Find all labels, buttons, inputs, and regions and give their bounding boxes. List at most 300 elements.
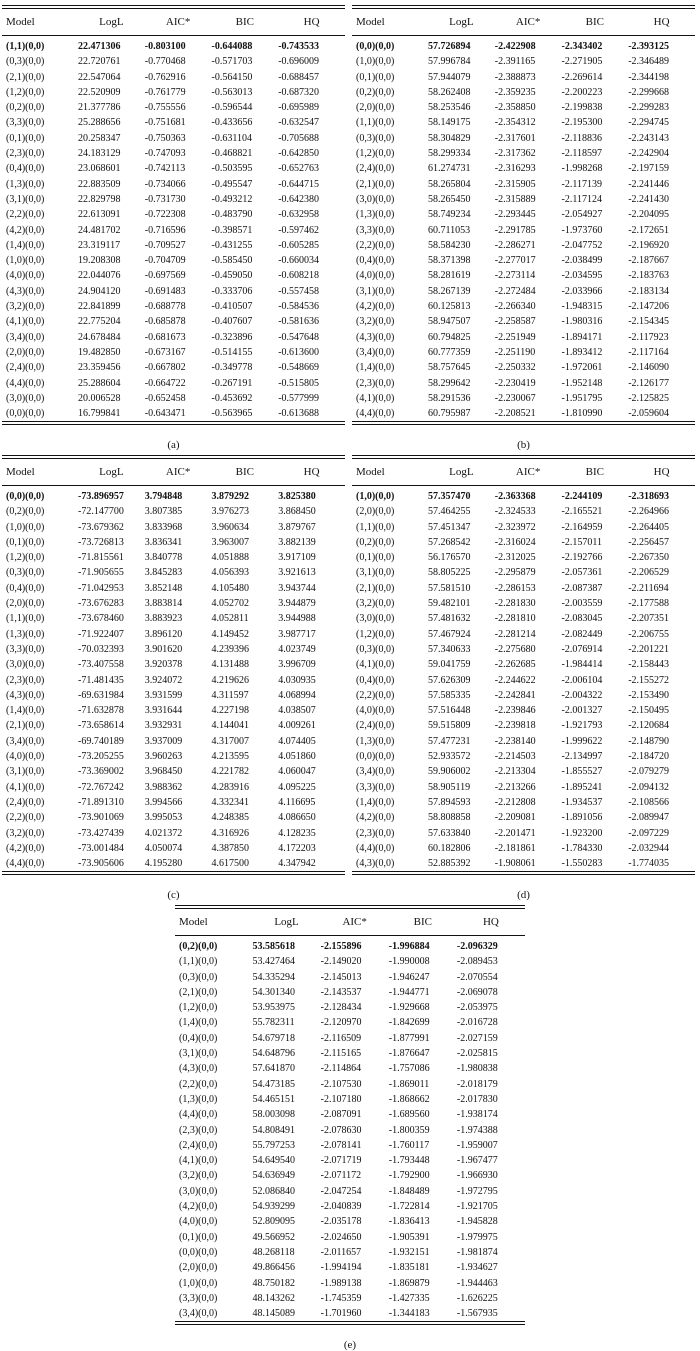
value-cell: -1.876647 — [388, 1048, 430, 1060]
column-header: LogL — [274, 916, 299, 928]
table-row — [352, 299, 695, 314]
value-cell: -2.006104 — [561, 674, 603, 686]
value-cell: -2.149020 — [320, 956, 362, 968]
value-cell: 3.968450 — [144, 766, 183, 778]
value-cell: -1.550283 — [561, 858, 603, 870]
table-row — [2, 360, 345, 375]
value-cell: -1.760117 — [388, 1139, 430, 1151]
value-cell: 3.883814 — [144, 598, 183, 610]
value-cell: 4.283916 — [211, 781, 249, 793]
value-cell: 4.023749 — [278, 643, 316, 655]
value-cell: -1.784330 — [561, 842, 603, 854]
value-cell: -0.722308 — [144, 209, 186, 221]
table-row — [175, 1138, 525, 1153]
model-cell: (2,2)(0,0) — [179, 1078, 218, 1090]
value-cell: -2.035178 — [320, 1216, 362, 1228]
column-header: Model — [356, 16, 385, 28]
model-cell: (2,4)(0,0) — [6, 362, 45, 374]
table-row — [2, 673, 345, 688]
value-cell: 58.265804 — [428, 178, 471, 190]
table-row — [175, 1031, 525, 1046]
value-cell: -1.895241 — [561, 781, 603, 793]
value-cell: -2.120970 — [320, 1017, 362, 1029]
table-header-rule — [352, 485, 695, 486]
value-cell: 3.976273 — [211, 506, 249, 518]
value-cell: -1.932151 — [388, 1246, 430, 1258]
value-cell: -2.057361 — [561, 567, 603, 579]
model-cell: (4,0)(0,0) — [6, 270, 45, 282]
value-cell: -0.613600 — [278, 346, 320, 358]
value-cell: 4.311597 — [211, 689, 249, 701]
value-cell: 58.149175 — [428, 117, 471, 129]
table-row — [175, 1276, 525, 1291]
value-cell: 58.584230 — [428, 239, 471, 251]
model-cell: (1,1)(0,0) — [6, 41, 45, 52]
table-row — [352, 504, 695, 519]
value-cell: -0.333706 — [211, 285, 253, 297]
table-row — [2, 642, 345, 657]
value-cell: 61.274731 — [428, 163, 471, 175]
value-cell: -2.244622 — [494, 674, 536, 686]
model-cell: (0,4)(0,0) — [6, 163, 45, 175]
value-cell: -71.905655 — [78, 567, 124, 579]
table-row — [352, 764, 695, 779]
model-cell: (1,0)(0,0) — [179, 1277, 218, 1289]
value-cell: -2.264405 — [628, 521, 670, 533]
value-cell: -2.158443 — [628, 659, 670, 671]
value-cell: -0.605285 — [278, 239, 320, 251]
value-cell: -71.815561 — [78, 552, 124, 564]
model-cell: (1,4)(0,0) — [6, 239, 45, 251]
value-cell: -0.731730 — [144, 193, 186, 205]
value-cell: -1.981874 — [456, 1246, 498, 1258]
model-cell: (3,4)(0,0) — [6, 331, 45, 343]
value-cell: -1.972795 — [456, 1185, 498, 1197]
value-cell: -0.673167 — [144, 346, 186, 358]
table-bottom-rule — [175, 1321, 525, 1325]
value-cell: -1.877991 — [388, 1032, 430, 1044]
value-cell: -2.165521 — [561, 506, 603, 518]
model-cell: (4,0)(0,0) — [356, 705, 395, 717]
table-row — [2, 299, 345, 314]
value-cell: -2.230067 — [494, 392, 536, 404]
value-cell: -0.695989 — [278, 102, 320, 114]
column-header: Model — [6, 466, 35, 478]
value-cell: -0.547648 — [278, 331, 320, 343]
value-cell: -1.938174 — [456, 1109, 498, 1121]
value-cell: 57.894593 — [428, 796, 471, 808]
value-cell: -2.054927 — [561, 209, 603, 221]
value-cell: -2.154345 — [628, 316, 670, 328]
value-cell: -2.422908 — [494, 41, 536, 52]
table-bottom-rule — [2, 871, 345, 875]
table-row — [2, 565, 345, 580]
column-header: Model — [6, 16, 35, 28]
value-cell: -0.267191 — [211, 377, 253, 389]
value-cell: 3.996709 — [278, 659, 316, 671]
table-row — [175, 1015, 525, 1030]
value-cell: 4.195280 — [144, 858, 183, 870]
value-cell: 58.262408 — [428, 86, 471, 98]
value-cell: 3.944879 — [278, 598, 316, 610]
value-cell: -1.944771 — [388, 986, 430, 998]
value-cell: 22.720761 — [78, 56, 121, 68]
value-cell: -0.632547 — [278, 117, 320, 129]
value-cell: -73.905606 — [78, 858, 124, 870]
value-cell: 59.515809 — [428, 720, 471, 732]
value-cell: 54.335294 — [252, 971, 295, 983]
value-cell: 60.777359 — [428, 346, 471, 358]
value-cell: -1.722814 — [388, 1201, 430, 1213]
panel-caption: (d) — [517, 889, 530, 902]
model-cell: (4,0)(0,0) — [356, 270, 395, 282]
value-cell: -0.652763 — [278, 163, 320, 175]
value-cell: 22.775204 — [78, 316, 121, 328]
table-row — [175, 1077, 525, 1092]
table-row — [2, 146, 345, 161]
value-cell: -1.945828 — [456, 1216, 498, 1228]
model-cell: (2,1)(0,0) — [6, 71, 45, 83]
model-cell: (0,2)(0,0) — [356, 86, 395, 98]
value-cell: -2.097229 — [628, 827, 670, 839]
table-row — [352, 146, 695, 161]
value-cell: -2.343402 — [561, 41, 603, 52]
value-cell: 4.387850 — [211, 842, 249, 854]
value-cell: 57.633840 — [428, 827, 471, 839]
value-cell: -2.258587 — [494, 316, 536, 328]
value-cell: 3.960634 — [211, 521, 249, 533]
model-cell: (1,3)(0,0) — [356, 735, 395, 747]
value-cell: -0.734066 — [144, 178, 186, 190]
table-row — [2, 810, 345, 825]
table-row — [2, 596, 345, 611]
value-cell: -2.195300 — [561, 117, 603, 129]
model-cell: (4,0)(0,0) — [6, 751, 45, 763]
value-cell: -2.363368 — [494, 491, 536, 502]
model-cell: (2,4)(0,0) — [6, 796, 45, 808]
model-cell: (2,1)(0,0) — [356, 582, 395, 594]
model-cell: (0,3)(0,0) — [356, 132, 395, 144]
column-header: HQ — [482, 916, 499, 928]
table-row — [175, 1046, 525, 1061]
value-cell: 3.937009 — [144, 735, 183, 747]
model-cell: (0,0)(0,0) — [6, 491, 45, 502]
value-cell: 24.904120 — [78, 285, 121, 297]
table-row — [2, 485, 345, 504]
model-cell: (2,1)(0,0) — [356, 178, 395, 190]
value-cell: 53.953975 — [252, 1002, 295, 1014]
value-cell: -2.032944 — [628, 842, 670, 854]
model-cell: (4,2)(0,0) — [6, 842, 45, 854]
value-cell: 4.332341 — [211, 796, 249, 808]
value-cell: -2.040839 — [320, 1201, 362, 1213]
value-cell: -2.207351 — [628, 613, 670, 625]
value-cell: -2.393125 — [628, 41, 670, 52]
table-panel-b — [352, 5, 695, 451]
model-cell: (1,0)(0,0) — [6, 521, 45, 533]
value-cell: -1.959007 — [456, 1139, 498, 1151]
value-cell: -0.564150 — [211, 71, 253, 83]
table-row — [2, 345, 345, 360]
model-cell: (0,2)(0,0) — [356, 536, 395, 548]
value-cell: -2.250332 — [494, 362, 536, 374]
value-cell: 60.125813 — [428, 301, 471, 313]
model-selection-table — [352, 459, 695, 871]
value-cell: -2.017830 — [456, 1093, 498, 1105]
column-header: BIC — [235, 466, 255, 478]
value-cell: -69.631984 — [78, 689, 124, 701]
value-cell: -0.483790 — [211, 209, 253, 221]
table-row — [352, 485, 695, 504]
value-cell: 3.883923 — [144, 613, 183, 625]
value-cell: -2.291785 — [494, 224, 536, 236]
value-cell: -2.192766 — [561, 552, 603, 564]
value-cell: 57.641870 — [252, 1063, 295, 1075]
value-cell: -2.117124 — [561, 193, 602, 205]
value-cell: 54.808491 — [252, 1124, 295, 1136]
value-cell: -0.398571 — [211, 224, 253, 236]
value-cell: -2.239818 — [494, 720, 536, 732]
value-cell: -2.208521 — [494, 408, 536, 420]
value-cell: 4.213595 — [211, 751, 249, 763]
value-cell: 4.131488 — [211, 659, 249, 671]
value-cell: -1.921793 — [561, 720, 603, 732]
value-cell: 57.451347 — [428, 521, 471, 533]
value-cell: -2.134997 — [561, 751, 603, 763]
value-cell: 4.239396 — [211, 643, 249, 655]
column-header: AIC* — [165, 466, 191, 478]
model-cell: (2,0)(0,0) — [6, 598, 45, 610]
value-cell: -2.272484 — [494, 285, 536, 297]
column-header: HQ — [303, 16, 320, 28]
value-cell: 58.304829 — [428, 132, 471, 144]
panel-caption: (e) — [343, 1339, 357, 1351]
value-cell: -1.745359 — [320, 1292, 362, 1304]
value-cell: 58.253546 — [428, 102, 471, 114]
value-cell: -0.652458 — [144, 392, 186, 404]
model-cell: (1,0)(0,0) — [6, 255, 45, 267]
value-cell: -1.567935 — [456, 1308, 498, 1320]
table-row — [352, 826, 695, 841]
table-bottom-rule — [2, 421, 345, 425]
value-cell: -2.251190 — [494, 346, 536, 358]
model-cell: (1,3)(0,0) — [356, 209, 395, 221]
value-cell: -1.980316 — [561, 316, 603, 328]
model-cell: (0,0)(0,0) — [356, 751, 395, 763]
value-cell: 4.074405 — [278, 735, 316, 747]
value-cell: -0.716596 — [144, 224, 186, 236]
table-row — [352, 795, 695, 810]
table-row — [352, 284, 695, 299]
value-cell: -2.299283 — [628, 102, 670, 114]
model-cell: (0,4)(0,0) — [356, 255, 395, 267]
table-row — [352, 406, 695, 421]
value-cell: 4.149452 — [211, 628, 249, 640]
value-cell: -2.242841 — [494, 689, 536, 701]
table-row — [2, 161, 345, 176]
value-cell: -2.118597 — [561, 148, 602, 160]
value-cell: 3.932931 — [144, 720, 183, 732]
table-row — [2, 688, 345, 703]
value-cell: -2.213266 — [494, 781, 536, 793]
value-cell: 3.879767 — [278, 521, 316, 533]
column-header: Model — [356, 466, 385, 478]
value-cell: 22.044076 — [78, 270, 121, 282]
value-cell: -2.108566 — [628, 796, 670, 808]
value-cell: 4.009261 — [278, 720, 316, 732]
table-row — [175, 1123, 525, 1138]
value-cell: 24.183129 — [78, 148, 121, 160]
value-cell: 19.208308 — [78, 255, 121, 267]
value-cell: -2.047254 — [320, 1185, 362, 1197]
value-cell: -0.747093 — [144, 148, 186, 160]
model-cell: (2,4)(0,0) — [179, 1139, 218, 1151]
value-cell: -0.433656 — [211, 117, 253, 129]
value-cell: -1.757086 — [388, 1063, 430, 1075]
value-cell: -0.664722 — [144, 377, 186, 389]
model-cell: (4,3)(0,0) — [356, 858, 395, 870]
value-cell: 57.996784 — [428, 56, 471, 68]
value-cell: 3.879292 — [211, 491, 249, 502]
value-cell: -2.266340 — [494, 301, 536, 313]
value-cell: -1.868662 — [388, 1093, 430, 1105]
table-row — [2, 611, 345, 626]
value-cell: -2.243143 — [628, 132, 670, 144]
value-cell: 22.547064 — [78, 71, 121, 83]
model-cell: (4,4)(0,0) — [6, 377, 45, 389]
value-cell: -1.427335 — [388, 1292, 430, 1304]
column-header: AIC* — [165, 16, 191, 28]
model-cell: (2,3)(0,0) — [6, 148, 45, 160]
value-cell: -0.643471 — [144, 408, 186, 420]
value-cell: -1.810990 — [561, 408, 603, 420]
value-cell: -2.177588 — [628, 598, 670, 610]
table-row — [2, 764, 345, 779]
value-cell: -2.354312 — [494, 117, 536, 129]
table-row — [352, 330, 695, 345]
value-cell: -1.994194 — [320, 1262, 362, 1274]
table-row — [352, 115, 695, 130]
value-cell: -1.893412 — [561, 346, 603, 358]
value-cell: -2.033966 — [561, 285, 603, 297]
value-cell: -0.642380 — [278, 193, 320, 205]
value-cell: -1.952148 — [561, 377, 603, 389]
value-cell: -0.323896 — [211, 331, 253, 343]
value-cell: -1.980838 — [456, 1063, 498, 1075]
model-cell: (1,2)(0,0) — [356, 148, 395, 160]
value-cell: -2.275680 — [494, 643, 536, 655]
value-cell: -0.613688 — [278, 408, 320, 420]
value-cell: -2.187667 — [628, 255, 670, 267]
model-cell: (0,4)(0,0) — [6, 582, 45, 594]
table-panel-c — [2, 455, 345, 901]
value-cell: -2.117923 — [628, 331, 669, 343]
value-cell: 21.377786 — [78, 102, 121, 114]
value-cell: 3.931599 — [144, 689, 183, 701]
table-row — [352, 734, 695, 749]
value-cell: -2.183763 — [628, 270, 670, 282]
value-cell: -1.973760 — [561, 224, 603, 236]
table-row — [175, 1107, 525, 1122]
value-cell: -2.206529 — [628, 567, 670, 579]
value-cell: -2.388873 — [494, 71, 536, 83]
panel-caption: (a) — [167, 439, 180, 452]
model-cell: (1,0)(0,0) — [356, 56, 395, 68]
value-cell: -70.032393 — [78, 643, 124, 655]
value-cell: -0.563013 — [211, 86, 253, 98]
value-cell: -0.632958 — [278, 209, 320, 221]
table-row — [2, 749, 345, 764]
table-bottom-rule — [352, 421, 695, 425]
model-cell: (4,1)(0,0) — [6, 316, 45, 328]
value-cell: -2.238140 — [494, 735, 536, 747]
value-cell: 57.581510 — [428, 582, 471, 594]
table-row — [2, 131, 345, 146]
value-cell: -0.563965 — [211, 408, 253, 420]
table-header-row — [352, 459, 695, 485]
model-cell: (4,4)(0,0) — [6, 858, 45, 870]
model-cell: (1,4)(0,0) — [356, 362, 395, 374]
value-cell: 3.845283 — [144, 567, 183, 579]
value-cell: 4.021372 — [144, 827, 183, 839]
value-cell: 22.471306 — [78, 41, 121, 52]
model-cell: (3,1)(0,0) — [356, 567, 395, 579]
value-cell: -69.740189 — [78, 735, 124, 747]
value-cell: -2.323972 — [494, 521, 536, 533]
value-cell: -2.312025 — [494, 552, 536, 564]
value-cell: 4.060047 — [278, 766, 316, 778]
value-cell: 59.041759 — [428, 659, 471, 671]
value-cell: -1.908061 — [494, 858, 536, 870]
table-row — [2, 826, 345, 841]
value-cell: -2.118836 — [561, 132, 602, 144]
column-header: Model — [179, 916, 208, 928]
value-cell: -71.481435 — [78, 674, 124, 686]
model-cell: (4,1)(0,0) — [6, 781, 45, 793]
value-cell: -2.317601 — [494, 132, 536, 144]
value-cell: -0.770468 — [144, 56, 186, 68]
value-cell: -1.842699 — [388, 1017, 430, 1029]
value-cell: -2.004322 — [561, 689, 603, 701]
model-cell: (1,1)(0,0) — [179, 956, 218, 968]
value-cell: -2.286271 — [494, 239, 536, 251]
value-cell: -2.107180 — [320, 1093, 362, 1105]
value-cell: 48.268118 — [252, 1246, 295, 1258]
value-cell: 3.794848 — [144, 491, 183, 502]
value-cell: 19.482850 — [78, 346, 121, 358]
model-cell: (3,0)(0,0) — [356, 193, 395, 205]
value-cell: -2.016728 — [456, 1017, 498, 1029]
table-header-rule — [175, 935, 525, 936]
value-cell: 48.145089 — [252, 1308, 295, 1320]
value-cell: -2.324533 — [494, 506, 536, 518]
table-row — [2, 35, 345, 54]
value-cell: 4.086650 — [278, 812, 316, 824]
value-cell: 58.749234 — [428, 209, 471, 221]
value-cell: -1.792900 — [388, 1170, 430, 1182]
model-cell: (3,1)(0,0) — [179, 1048, 218, 1060]
table-row — [352, 673, 695, 688]
value-cell: 20.006528 — [78, 392, 121, 404]
table-row — [2, 627, 345, 642]
value-cell: -72.147700 — [78, 506, 124, 518]
table-row — [2, 284, 345, 299]
model-cell: (3,4)(0,0) — [179, 1308, 218, 1320]
value-cell: -2.157011 — [561, 536, 602, 548]
model-cell: (1,1)(0,0) — [356, 117, 395, 129]
table-header-rule — [2, 35, 345, 36]
value-cell: -73.896957 — [78, 491, 124, 502]
